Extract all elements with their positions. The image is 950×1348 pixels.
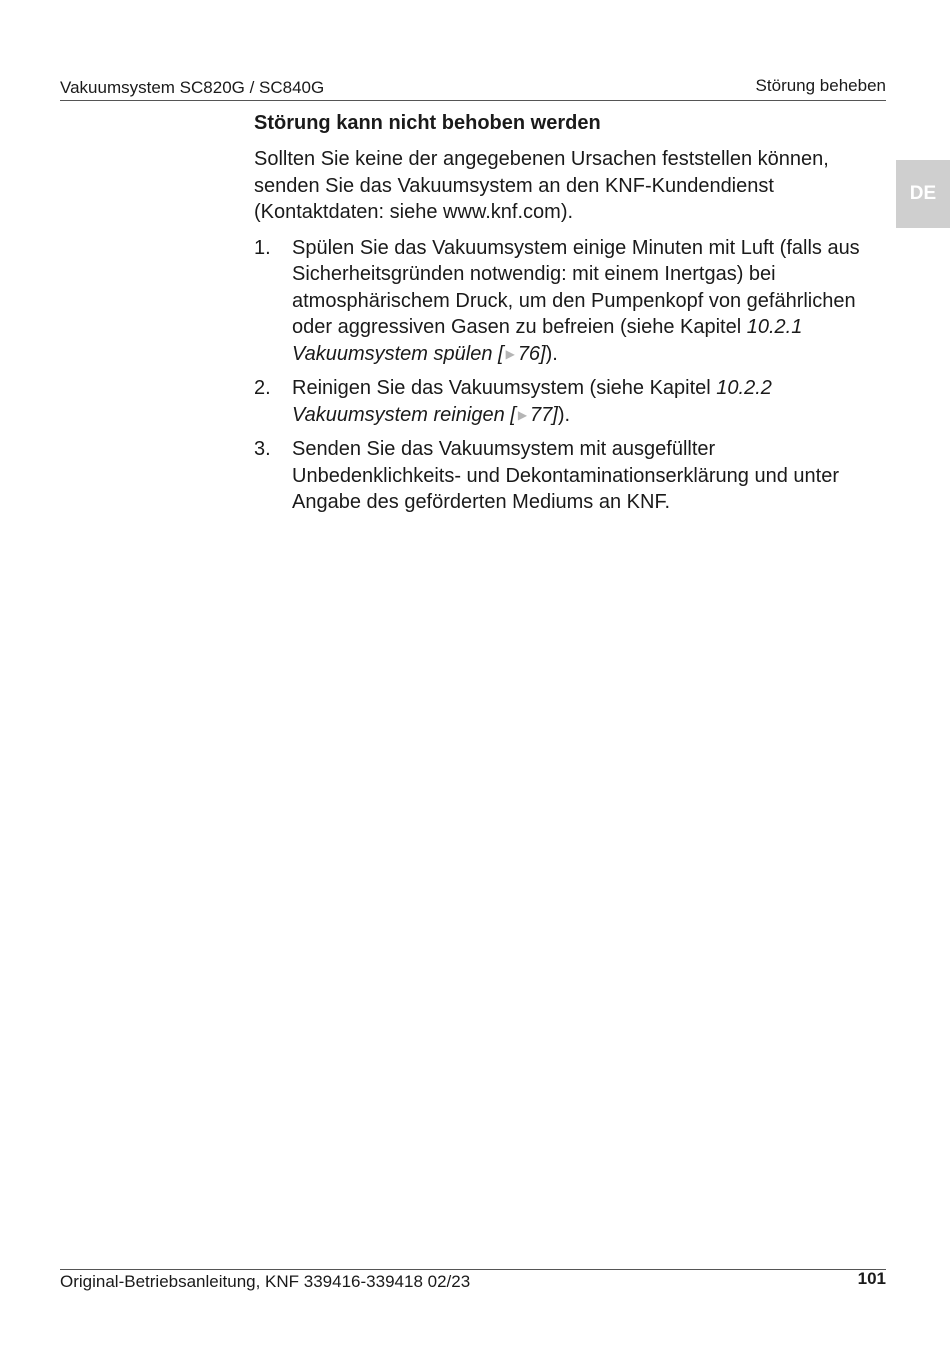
- step-number: 1.: [254, 236, 271, 259]
- chapter-reference-text: 10.2.2 Vakuumsystem reinigen [: [292, 377, 772, 426]
- page-arrow-icon: ▶: [505, 346, 515, 361]
- step-tail: ).: [557, 403, 571, 426]
- intro-paragraph: Sollten Sie keine der angegebenen Ursachen feststellen können, senden Sie das Vakuumsystem an den KNF-Kundendienst (Kontaktdaten: siehe www.knf.com).: [254, 148, 829, 223]
- step-text: Reinigen Sie das Vakuumsystem (siehe Kapitel: [292, 377, 717, 399]
- steps-list: [254, 235, 874, 516]
- page-arrow-icon: ▶: [517, 407, 528, 422]
- main-content: [254, 110, 874, 524]
- page-number: 101: [857, 1269, 886, 1288]
- page-reference: 76]: [517, 342, 546, 365]
- footer-rule: [60, 1269, 886, 1270]
- list-item: [254, 375, 874, 428]
- list-item: [254, 235, 874, 368]
- header-rule: [60, 100, 886, 101]
- running-header-section: Störung beheben: [755, 76, 886, 95]
- step-number: 3.: [254, 438, 271, 460]
- list-item: [254, 436, 874, 516]
- step-text: Senden Sie das Vakuumsystem mit ausgefüllter Unbedenklichkeits- und Dekontaminationserklärung und unter Angabe des geförderten Mediums an KNF.: [292, 438, 839, 513]
- chapter-reference-text: 10.2.1 Vakuumsystem spülen [: [292, 316, 803, 365]
- page-reference: 77]: [530, 403, 558, 426]
- running-header-title: Vakuumsystem SC820G / SC840G: [60, 78, 325, 97]
- footer-document-info: Original-Betriebsanleitung, KNF 339416-339418 02/23: [60, 1272, 471, 1291]
- language-tab: DE: [896, 160, 950, 228]
- section-title: Störung kann nicht behoben werden: [254, 112, 601, 134]
- step-number: 2.: [254, 377, 271, 399]
- step-text: Spülen Sie das Vakuumsystem einige Minuten mit Luft (falls aus Sicherheitsgründen notwendig: mit einem Inertgas) bei atmosphärischem Druck, um den Pumpenkopf von gefährlichen oder aggressiven Gasen zu befreien (siehe Kapitel: [292, 236, 860, 338]
- step-tail: ).: [545, 342, 558, 365]
